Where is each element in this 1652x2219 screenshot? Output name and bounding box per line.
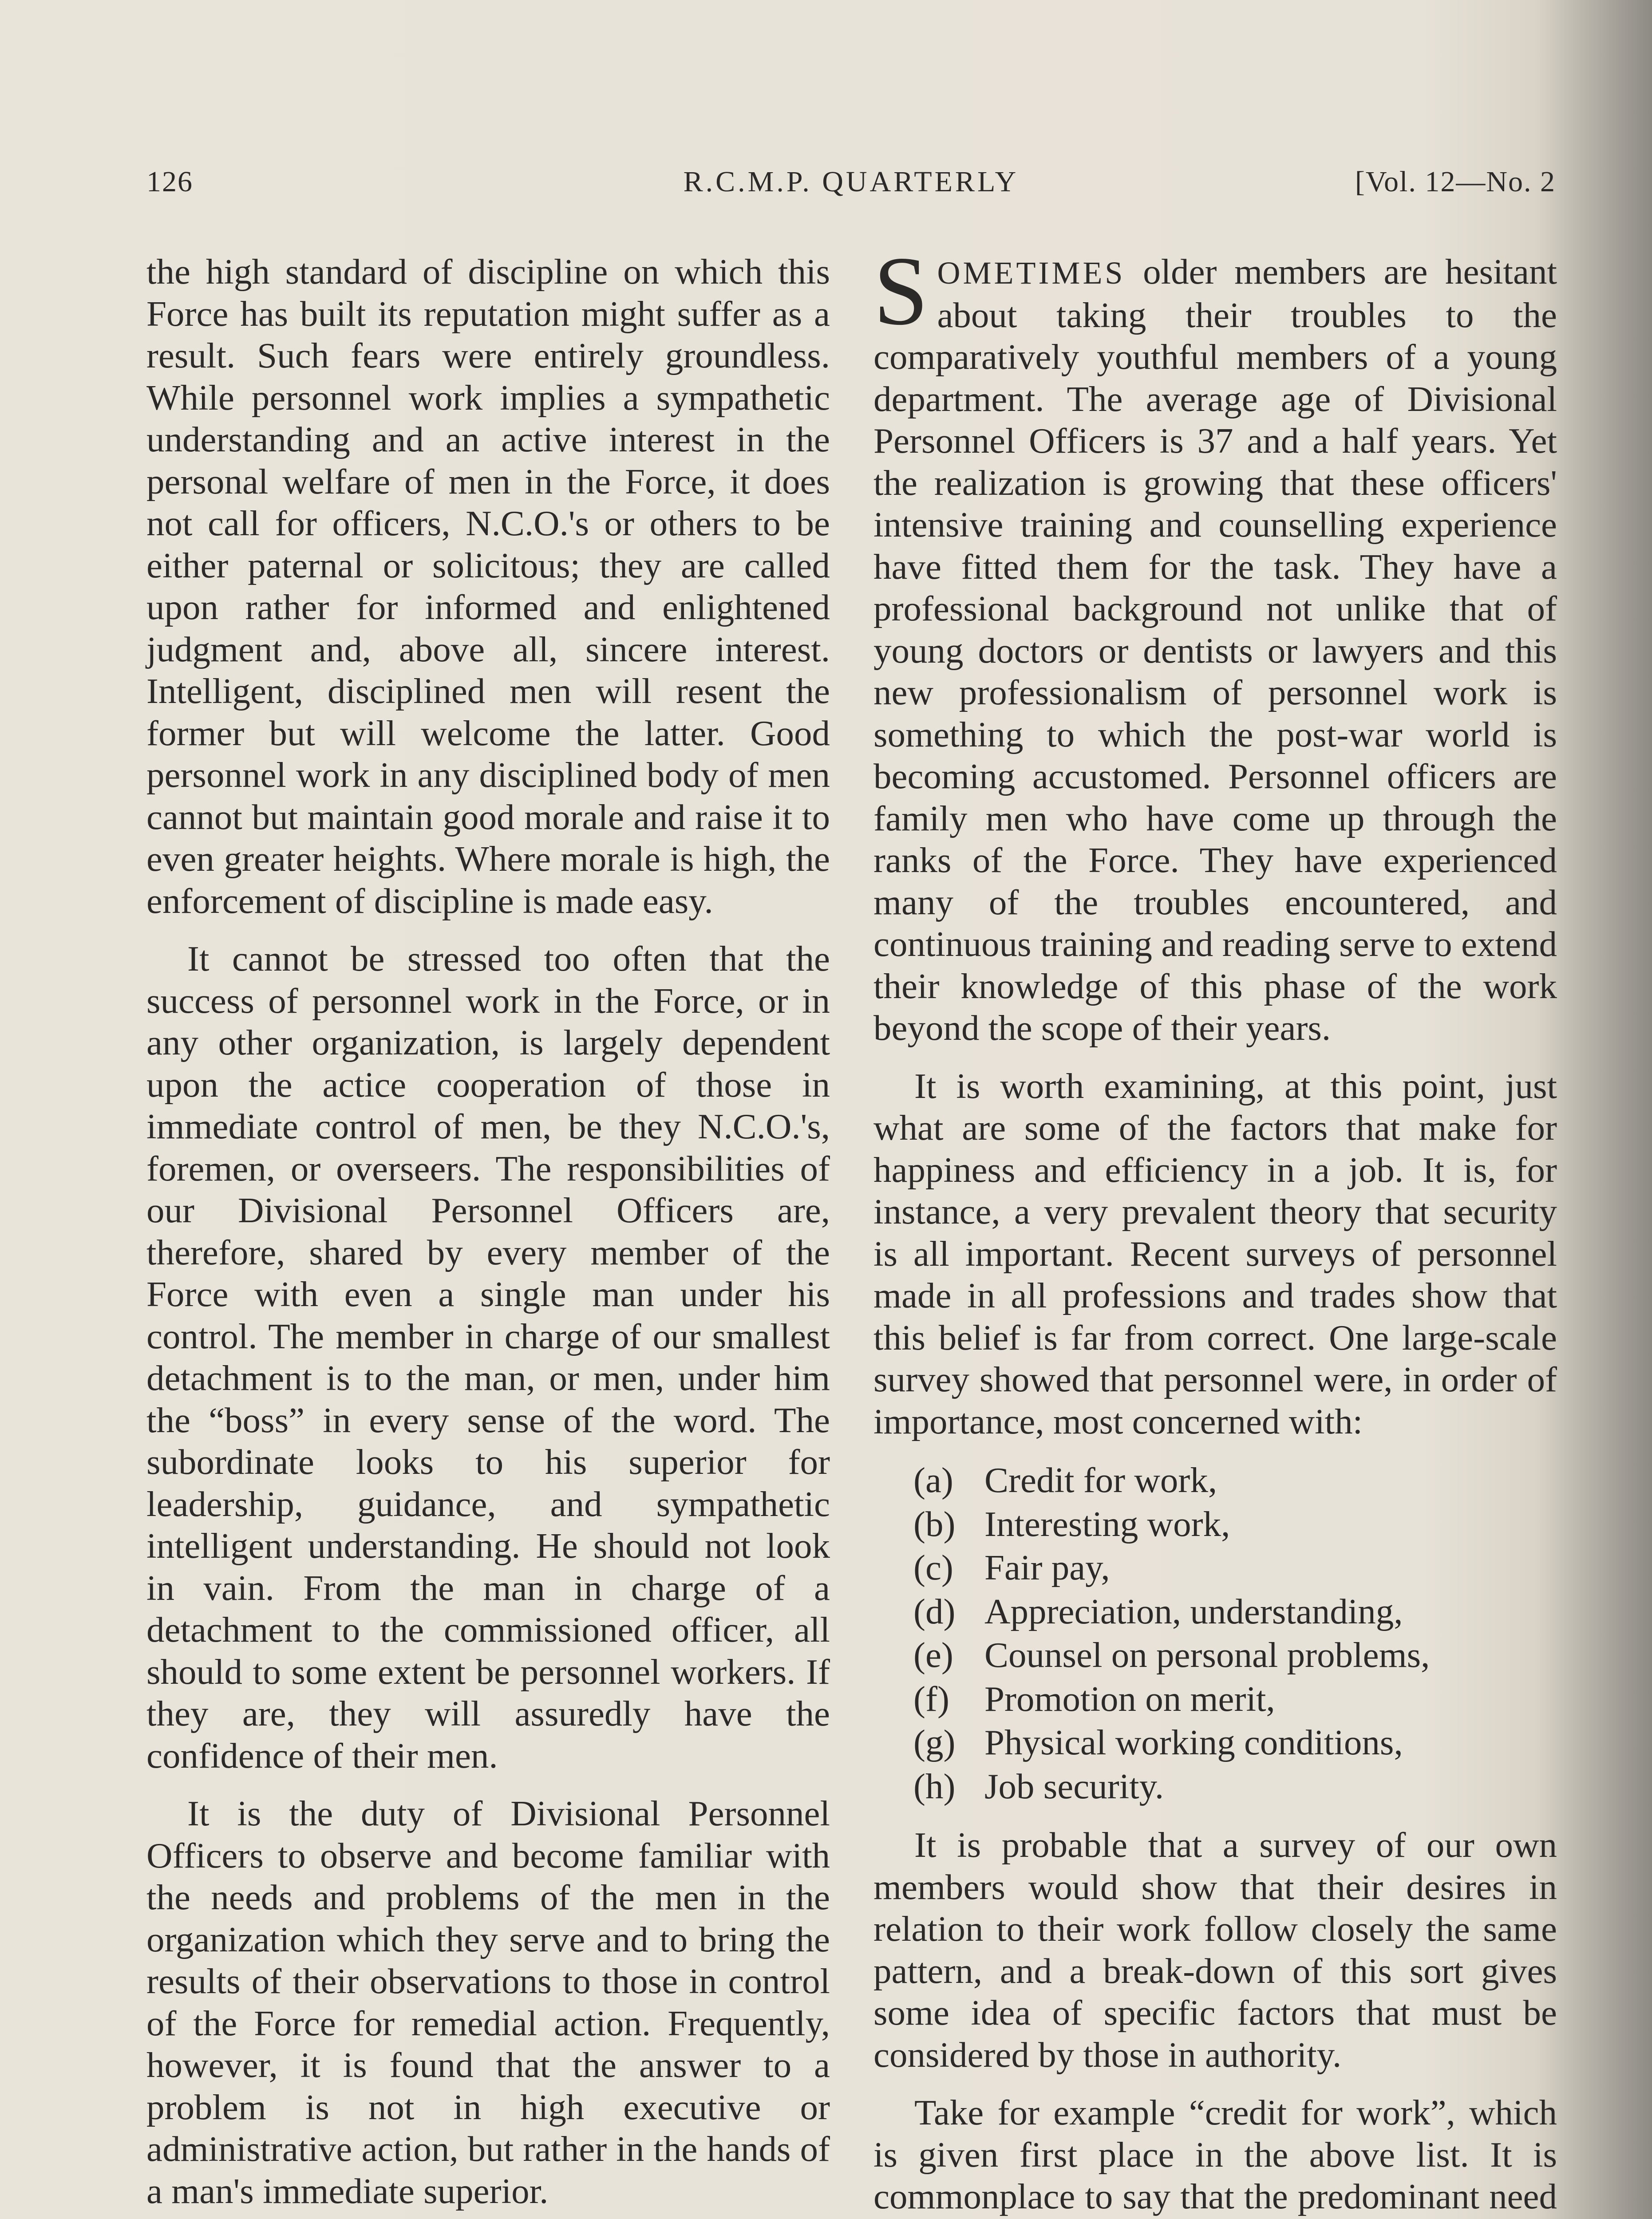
- list-item-tag: (f): [913, 1678, 949, 1719]
- paragraph-sometimes-text: older members are hesitant about taking their troubles to the comparatively youthful members of a young department. The average age of Divisional Personnel Officers is 37 and a half years. Yet the realization is growing that these officers' intensive training and counselling experience have fitted them for the task. They have a professional background not unlike that of young doctors or dentists or lawyers and this new professionalism of personnel work is something to which the post-war world is becoming accustomed. Personnel officers are family men who have come up through the ranks of the Force. They have experienced many of the troubles encountered, and continuous training and reading serve to extend their knowledge of this phase of the work beyond the scope of their years.: [873, 252, 1557, 1048]
- list-item-text: Fair pay,: [984, 1548, 1110, 1587]
- list-item-tag: (d): [913, 1591, 956, 1631]
- list-item-tag: (a): [913, 1460, 953, 1500]
- list-item: [913, 1546, 1557, 1590]
- list-item: [913, 1502, 1557, 1546]
- list-item: [913, 1633, 1557, 1677]
- list-item-text: Physical working conditions,: [984, 1722, 1403, 1762]
- list-item-text: Counsel on personal problems,: [984, 1635, 1430, 1675]
- list-item-tag: (c): [913, 1548, 953, 1587]
- left-column: [146, 251, 830, 2212]
- drop-cap: S: [873, 237, 929, 346]
- paragraph-duty: It is the duty of Divisional Personnel Officers to observe and become familiar with the needs and problems of the men in the organization which they serve and to bring the results of their observations to those in control of the Force for remedial action. Frequently, however, it is found that the answer to a problem is not in high executive or administrative action, but rather in the hands of a man's immediate superior.: [146, 1793, 830, 2211]
- list-item-text: Credit for work,: [984, 1460, 1217, 1500]
- right-column: [873, 237, 1557, 2219]
- list-item-tag: (h): [913, 1766, 956, 1806]
- paragraph-cooperation: It cannot be stressed too often that the success of personnel work in the Force, or in any other organization, is largely dependent upon the actice cooperation of those in immediate control of men, be they N.C.O.'s, foremen, or overseers. The responsibilities of our Divisional Personnel Officers are, therefore, shared by every member of the Force with even a single man under his control. The member in charge of our smallest detachment is to the man, or men, under him the “boss” in every sense of the word. The subordinate looks to his superior for leadership, guidance, and sympathetic intelligent understanding. He should not look in vain. From the man in charge of a detachment to the commissioned officer, all should to some extent be personnel workers. If they are, they will assuredly have the confidence of their men.: [146, 939, 830, 1776]
- list-item: [913, 1721, 1557, 1765]
- running-header: [146, 165, 1556, 209]
- volume-issue: [Vol. 12—No. 2: [1355, 166, 1556, 198]
- lead-smallcaps: OMETIMES: [937, 255, 1126, 291]
- list-item-tag: (e): [913, 1635, 953, 1675]
- journal-title: R.C.M.P. QUARTERLY: [683, 166, 1019, 198]
- paragraph-factors-intro: It is worth examining, at this point, just what are some of the factors that make for happiness and efficiency in a job. It is, for instance, a very prevalent theory that security is all important. Recent surveys of personnel made in all professions and trades show that this belief is far from correct. One large-scale survey showed that personnel were, in order of importance, most concerned with:: [873, 1066, 1557, 1441]
- list-item-text: Appreciation, understanding,: [984, 1591, 1403, 1631]
- list-item-tag: (g): [913, 1722, 956, 1762]
- list-item-text: Interesting work,: [984, 1504, 1230, 1544]
- paragraph-sometimes: [873, 237, 1557, 1049]
- factors-list: [873, 1458, 1557, 1808]
- list-item: [913, 1590, 1557, 1634]
- list-item-tag: (b): [913, 1504, 956, 1544]
- list-item: [913, 1677, 1557, 1721]
- list-item: [913, 1458, 1557, 1502]
- list-item: [913, 1765, 1557, 1808]
- page-number: 126: [146, 166, 193, 198]
- paragraph-discipline: the high standard of discipline on which this Force has built its reputation might suffer as a result. Such fears were entirely groundless. While personnel work implies a sympathetic understanding and an active interest in the personal welfare of men in the Force, it does not call for officers, N.C.O.'s or others to be either paternal or solicitous; they are called upon rather for informed and enlightened judgment and, above all, sincere interest. Intelligent, disciplined men will resent the former but will welcome the latter. Good personnel work in any disciplined body of men cannot but maintain good morale and raise it to even greater heights. Where morale is high, the enforcement of discipline is made easy.: [146, 252, 830, 921]
- list-item-text: Job security.: [984, 1766, 1164, 1806]
- paragraph-survey: It is probable that a survey of our own members would show that their desires in relation to their work follow closely the same pattern, and a break-down of this sort gives some idea of specific factors that must be considered by those in authority.: [873, 1825, 1557, 2075]
- paragraph-credit-for-work: Take for example “credit for work”, which is given first place in the above list. It is commonplace to say that the predominant need: [873, 2093, 1557, 2216]
- list-item-text: Promotion on merit,: [984, 1678, 1275, 1719]
